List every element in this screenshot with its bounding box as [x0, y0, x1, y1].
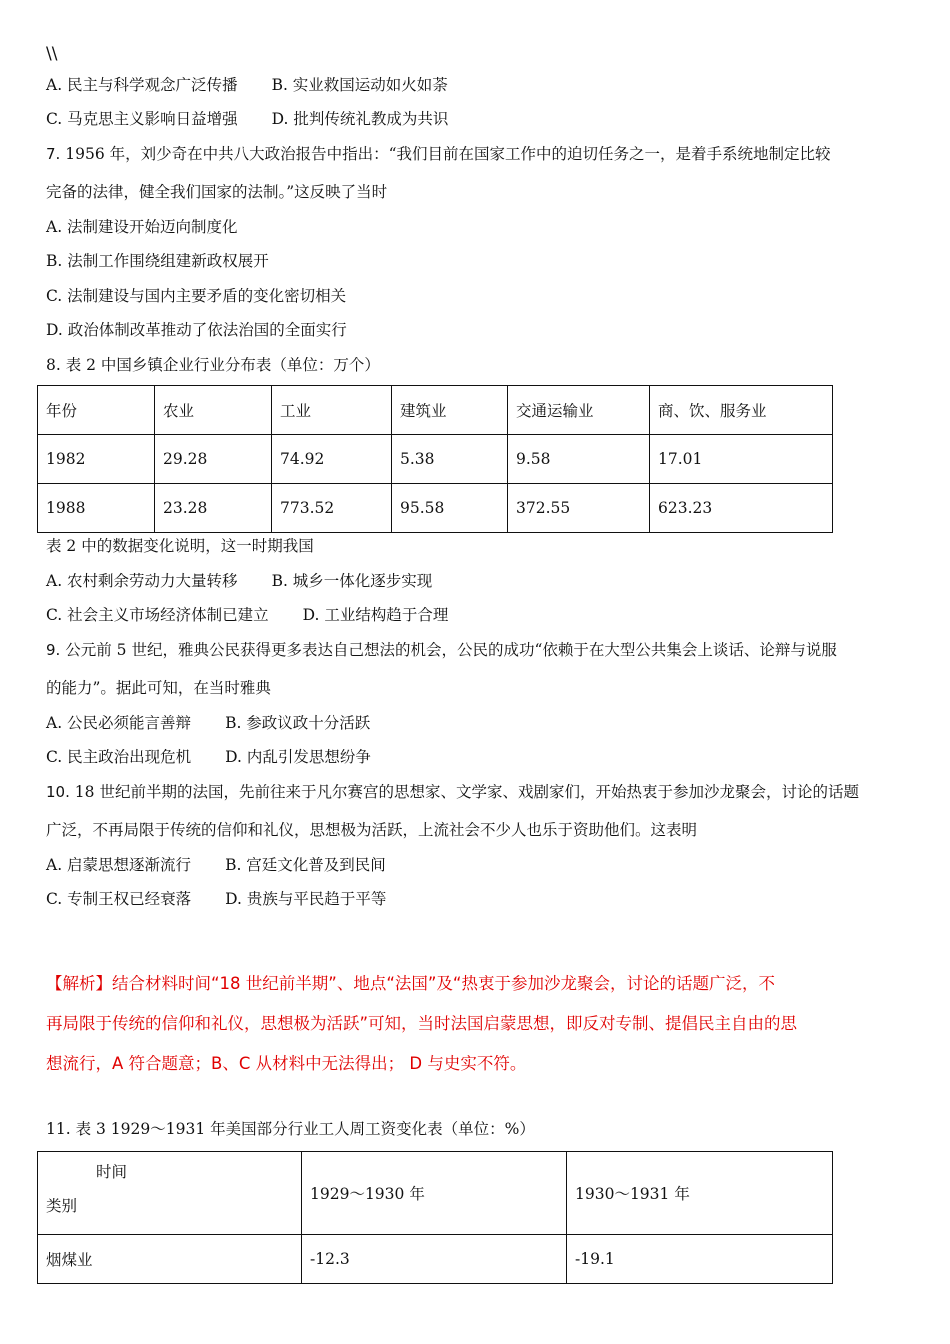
q10-options-row1 — [46, 855, 386, 875]
q9-option-d[interactable]: D. 内乱引发思想纷争 — [225, 748, 371, 766]
q6-option-a[interactable]: A. 民主与科学观念广泛传播 — [46, 76, 238, 94]
q8-table — [37, 385, 833, 533]
q8-title: 8. 表 2 中国乡镇企业行业分布表（单位：万个） — [46, 356, 380, 374]
q8-options-row1 — [46, 571, 432, 591]
table-row — [38, 484, 833, 533]
q9-options-row1 — [46, 713, 370, 733]
table-header-cell: 商、饮、服务业 — [650, 386, 833, 435]
analysis-line1: 【解析】结合材料时间“18 世纪前半期”、地点“法国”及“热衷于参加沙龙聚会，讨论的话题广泛，不 — [46, 974, 775, 993]
table-cell: 623.23 — [650, 484, 833, 533]
q7-number: 7. — [46, 145, 61, 163]
q8-option-c[interactable]: C. 社会主义市场经济体制已建立 — [46, 606, 269, 624]
table-cell: 1982 — [38, 435, 155, 484]
analysis-line3: 想流行，A 符合题意；B、C 从材料中无法得出； D 与史实不符。 — [46, 1054, 527, 1073]
q9-option-a[interactable]: A. 公民必须能言善辩 — [46, 714, 192, 732]
q10-option-b[interactable]: B. 宫廷文化普及到民间 — [225, 856, 386, 874]
table-header-cell: 农业 — [155, 386, 272, 435]
table-cell: 23.28 — [155, 484, 272, 533]
table-cell: 9.58 — [508, 435, 650, 484]
table-header-cell: 1929～1930 年 — [302, 1152, 567, 1235]
table-header-cell: 工业 — [272, 386, 392, 435]
q9-options-row2 — [46, 747, 371, 767]
q10-option-c[interactable]: C. 专制王权已经衰落 — [46, 890, 192, 908]
table-header-row — [38, 1152, 833, 1235]
table-cell: 烟煤业 — [38, 1235, 302, 1284]
q9-option-c[interactable]: C. 民主政治出现危机 — [46, 748, 192, 766]
q6-option-c[interactable]: C. 马克思主义影响日益增强 — [46, 110, 238, 128]
q10-stem-line1 — [46, 782, 859, 802]
table-cell: -12.3 — [302, 1235, 567, 1284]
q8-option-d[interactable]: D. 工业结构趋于合理 — [302, 606, 449, 624]
table-header-cell: 1930～1931 年 — [567, 1152, 833, 1235]
q7-option-d[interactable]: D. 政治体制改革推动了依法治国的全面实行 — [46, 321, 347, 339]
table-cell: 17.01 — [650, 435, 833, 484]
table-cell: -19.1 — [567, 1235, 833, 1284]
q11-title: 11. 表 3 1929～1931 年美国部分行业工人周工资变化表（单位：%） — [46, 1120, 535, 1138]
q8-options-row2 — [46, 605, 448, 625]
table-header-cell: 年份 — [38, 386, 155, 435]
q9-option-b[interactable]: B. 参政议政十分活跃 — [225, 714, 371, 732]
corner-label-category: 类别 — [46, 1197, 78, 1215]
q7-option-a[interactable]: A. 法制建设开始迈向制度化 — [46, 218, 238, 236]
analysis-line2: 再局限于传统的信仰和礼仪，思想极为活跃”可知，当时法国启蒙思想，即反对专制、提倡民主自由的思 — [46, 1014, 798, 1033]
table-cell: 74.92 — [272, 435, 392, 484]
q6-option-d[interactable]: D. 批判传统礼教成为共识 — [271, 110, 449, 128]
analysis-block — [46, 964, 836, 1084]
table-cell: 773.52 — [272, 484, 392, 533]
table-corner-cell — [38, 1152, 302, 1235]
q9-stem-line2: 的能力”。据此可知，在当时雅典 — [46, 679, 271, 697]
q7-stem-line2: 完备的法律，健全我们国家的法制。”这反映了当时 — [46, 183, 388, 201]
q7-option-b[interactable]: B. 法制工作围绕组建新政权展开 — [46, 252, 269, 270]
q7-stem-line1 — [46, 144, 831, 164]
q10-number: 10. — [46, 783, 70, 801]
top-mark: \\ — [46, 44, 58, 64]
corner-label-time: 时间 — [96, 1163, 128, 1181]
q9-stem-line1 — [46, 640, 837, 660]
table-cell: 29.28 — [155, 435, 272, 484]
table-cell: 372.55 — [508, 484, 650, 533]
q9-stem-text-1: 公元前 5 世纪，雅典公民获得更多表达自己想法的机会，公民的成功“依赖于在大型公共集会上谈话、论辩与说服 — [65, 641, 837, 659]
table-row — [38, 435, 833, 484]
table-cell: 5.38 — [392, 435, 508, 484]
q10-options-row2 — [46, 889, 386, 909]
q8-option-b[interactable]: B. 城乡一体化逐步实现 — [271, 572, 433, 590]
q7-option-c[interactable]: C. 法制建设与国内主要矛盾的变化密切相关 — [46, 287, 347, 305]
table-header-cell: 交通运输业 — [508, 386, 650, 435]
q10-option-d[interactable]: D. 贵族与平民趋于平等 — [225, 890, 387, 908]
table-header-row — [38, 386, 833, 435]
q11-table — [37, 1151, 833, 1284]
q9-number: 9. — [46, 641, 61, 659]
table-cell: 95.58 — [392, 484, 508, 533]
table-header-cell: 建筑业 — [392, 386, 508, 435]
q10-stem-text-1: 18 世纪前半期的法国，先前往来于凡尔赛宫的思想家、文学家、戏剧家们，开始热衷于参加沙龙聚会，讨论的话题 — [74, 783, 859, 801]
q8-option-a[interactable]: A. 农村剩余劳动力大量转移 — [46, 572, 238, 590]
q10-option-a[interactable]: A. 启蒙思想逐渐流行 — [46, 856, 192, 874]
table-cell: 1988 — [38, 484, 155, 533]
q6-options-row2 — [46, 109, 448, 129]
q7-stem-text-1: 1956 年，刘少奇在中共八大政治报告中指出：“我们目前在国家工作中的迫切任务之一，是着手系统地制定比较 — [65, 145, 831, 163]
q6-options-row1 — [46, 75, 448, 95]
q8-stem: 表 2 中的数据变化说明，这一时期我国 — [46, 537, 314, 555]
q10-stem-line2: 广泛，不再局限于传统的信仰和礼仪，思想极为活跃，上流社会不少人也乐于资助他们。这表明 — [46, 821, 698, 839]
table-row — [38, 1235, 833, 1284]
q6-option-b[interactable]: B. 实业救国运动如火如荼 — [271, 76, 448, 94]
